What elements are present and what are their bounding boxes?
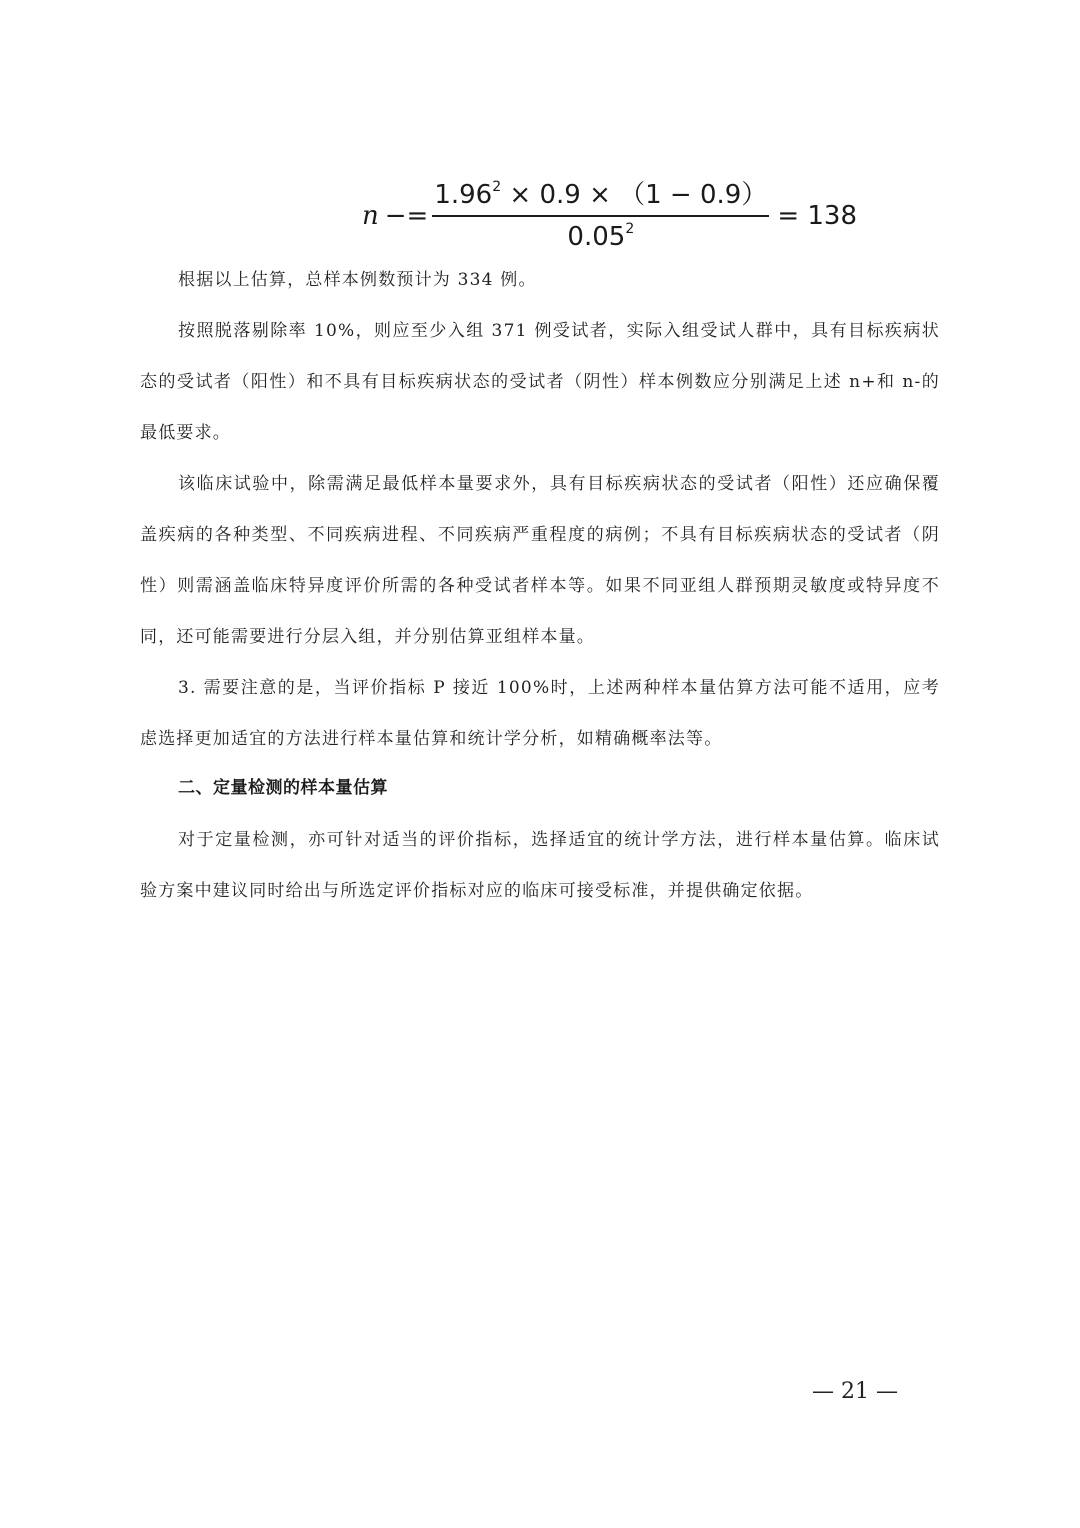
paragraph-note-3: 3. 需要注意的是，当评价指标 P 接近 100%时，上述两种样本量估算方法可能不适用，应考虑选择更加适宜的方法进行样本量估算和统计学分析，如精确概率法等。 <box>140 678 940 749</box>
paragraph-dropout-rate: 按照脱落剔除率 10%，则应至少入组 371 例受试者，实际入组受试人群中，具有目标疾病状态的受试者（阳性）和不具有目标疾病状态的受试者（阴性）样本例数应分别满足上述 n+和 n-的最低要求。 <box>140 321 940 443</box>
formula-numerator <box>432 179 769 217</box>
denominator-exponent: 2 <box>625 221 635 237</box>
page-number: — 21 — <box>812 1379 898 1404</box>
numerator-exponent: 2 <box>492 179 502 195</box>
paragraph-total-sample: 根据以上估算，总样本例数预计为 334 例。 <box>178 270 537 290</box>
section-heading: 二、定量检测的样本量估算 <box>178 778 388 798</box>
formula-denominator <box>567 217 634 253</box>
numerator-rest: × 0.9 × （1 − 0.9） <box>501 180 768 210</box>
paragraph-quantitative: 对于定量检测，亦可针对适当的评价指标，选择适宜的统计学方法，进行样本量估算。临床试验方案中建议同时给出与所选定评价指标对应的临床可接受标准，并提供确定依据。 <box>140 830 940 901</box>
formula-fraction <box>432 179 769 253</box>
formula-result: = 138 <box>777 201 858 231</box>
numerator-base: 1.96 <box>434 180 493 210</box>
sample-size-formula <box>362 176 857 256</box>
paragraph-coverage: 该临床试验中，除需满足最低样本量要求外，具有目标疾病状态的受试者（阳性）还应确保覆盖疾病的各种类型、不同疾病进程、不同疾病严重程度的病例；不具有目标疾病状态的受试者（阴性）则需涵盖临床特异度评价所需的各种受试者样本等。如果不同亚组人群预期灵敏度或特异度不同，还可能需要进行分层入组，并分别估算亚组样本量。 <box>140 474 940 647</box>
denominator-base: 0.05 <box>567 222 626 252</box>
formula-lhs: n <box>362 201 379 231</box>
formula-lhs-suffix: −= <box>384 201 429 231</box>
